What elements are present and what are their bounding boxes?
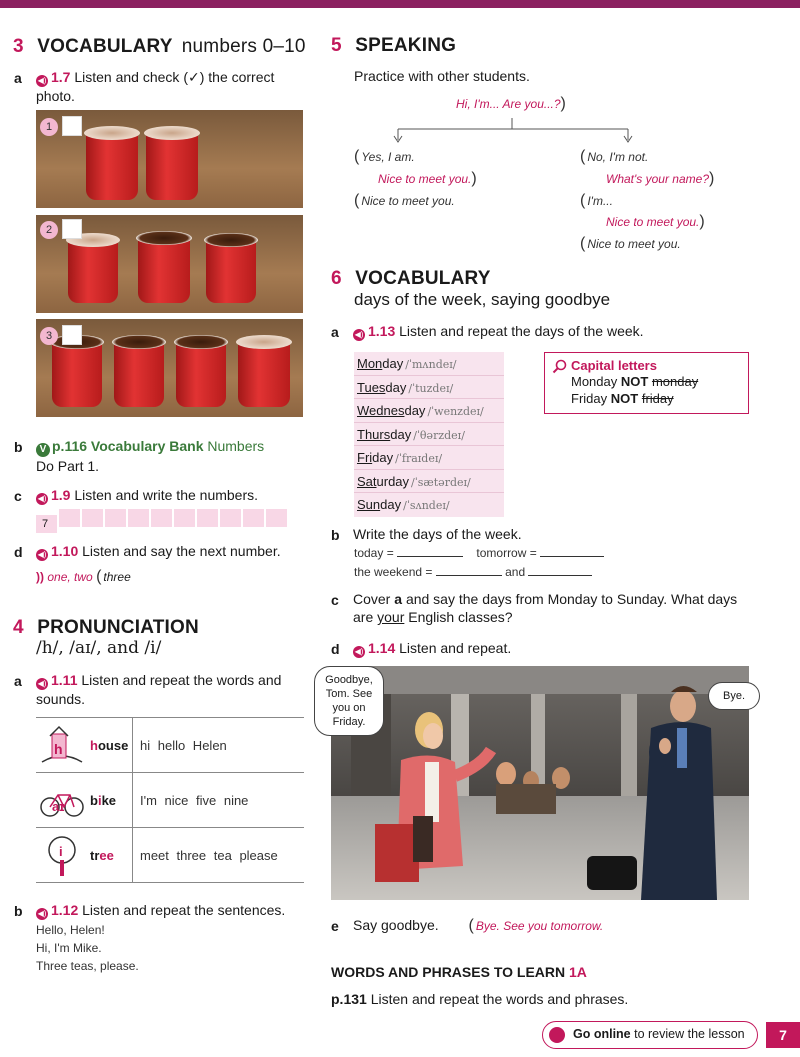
speech-bubble-left: Goodbye, Tom. See you on Friday. — [314, 666, 384, 736]
answer-blank[interactable] — [436, 575, 502, 576]
instruction-text: English classes? — [408, 609, 513, 625]
instruction-text: Cover — [353, 591, 391, 607]
sound-word-start: b — [90, 793, 98, 808]
bubble-bracket-icon: ) — [560, 95, 566, 112]
instruction-text: Listen and repeat the sentences. — [82, 902, 286, 918]
column-divider — [132, 828, 133, 883]
weekend-label: the weekend = — [354, 565, 433, 579]
sentence: Three teas, please. — [36, 959, 139, 973]
bubble-bracket-icon: ( — [96, 568, 102, 585]
audio-icon[interactable]: ◀) — [37, 550, 47, 559]
photo-2 — [36, 215, 303, 313]
day-row — [354, 493, 504, 517]
day-stress: Sun — [357, 497, 381, 512]
vocabulary-bank-icon: V — [36, 443, 50, 457]
day-ipa: /ˈfraɪdeɪ/ — [395, 452, 443, 465]
lesson-code: 1A — [569, 964, 587, 980]
dialogue-left-1 — [354, 148, 415, 166]
answer-box[interactable] — [128, 509, 149, 527]
item-letter: d — [331, 641, 340, 657]
dialogue-line: Hi, I'm... Are you...? — [456, 97, 561, 111]
instruction-bold: a — [394, 591, 403, 607]
tip-wrong: friday — [641, 391, 674, 406]
tip-correct: Friday — [571, 391, 608, 406]
sound-word-rest: ke — [101, 793, 117, 808]
example-prompt: one, two — [47, 570, 93, 584]
sound-word-list: meet three tea please — [140, 848, 278, 863]
sound-row-house — [36, 718, 304, 773]
sentence: Hello, Helen! — [36, 923, 105, 937]
bubble-bracket-icon: ( — [580, 192, 586, 209]
section-subtitle: /h/, /aɪ/, and /i/ — [36, 638, 162, 658]
column-divider — [132, 773, 133, 828]
page-number: 7 — [766, 1022, 800, 1048]
dialogue-right-3 — [580, 192, 613, 210]
dialogue-right-4 — [606, 213, 707, 231]
audio-icon[interactable]: ◀) — [37, 494, 47, 503]
bike-icon — [38, 779, 86, 823]
day-rest: day — [404, 403, 426, 418]
day-stress: Fri — [357, 450, 373, 465]
tree-icon — [38, 834, 86, 878]
dialogue-line: Nice to meet you. — [606, 215, 700, 229]
capital-letters-box — [544, 352, 749, 414]
day-row — [354, 470, 504, 494]
day-rest: urday — [376, 473, 410, 489]
day-row — [354, 376, 504, 400]
dialogue-line: Nice to meet you. — [587, 237, 681, 251]
day-rest: day — [382, 356, 404, 371]
section-title: VOCABULARY — [355, 268, 491, 289]
bubble-bracket-icon: ( — [354, 192, 360, 209]
answer-box-filled: 7 — [36, 515, 57, 533]
photo-number: 1 — [40, 118, 58, 136]
day-ipa: /ˈsʌndeɪ/ — [403, 499, 450, 512]
day-rest: day — [385, 379, 407, 395]
day-stress: Mon — [357, 356, 383, 371]
exercise-6d — [331, 639, 751, 658]
item-letter: b — [331, 527, 340, 543]
audio-track[interactable]: 1.14 — [368, 640, 396, 656]
sound-row-tree — [36, 828, 304, 883]
sound-word-rest: ouse — [97, 738, 129, 753]
go-online-button[interactable] — [542, 1021, 758, 1049]
online-bold: Go online — [573, 1027, 631, 1041]
instruction-text: Listen and check (✓) the correct photo. — [36, 69, 275, 104]
audio-track[interactable]: 1.13 — [368, 323, 396, 339]
days-table — [354, 352, 504, 517]
day-stress: Thurs — [357, 426, 391, 442]
check-box[interactable] — [62, 325, 82, 345]
answer-box[interactable] — [197, 509, 218, 527]
item-letter: a — [14, 70, 22, 86]
dialogue-line: Yes, I am. — [361, 150, 415, 164]
dialogue-line: No, I'm not. — [587, 150, 649, 164]
exercise-6c — [331, 590, 751, 626]
today-tomorrow-line — [354, 546, 604, 560]
answer-box[interactable] — [59, 509, 80, 527]
tip-wrong: monday — [651, 374, 699, 389]
online-text: to review the lesson — [634, 1027, 745, 1041]
bubble-bracket-icon: ( — [354, 148, 360, 165]
dialogue-line: I'm... — [587, 194, 613, 208]
tip-title: Capital letters — [571, 358, 657, 373]
tip-line-2 — [571, 390, 740, 407]
section-title: SPEAKING — [355, 35, 457, 56]
page-reference[interactable]: p.131 — [331, 991, 367, 1007]
instruction-text: Listen and repeat the days of the week. — [399, 323, 644, 339]
section-4-heading — [13, 617, 199, 639]
check-box[interactable] — [62, 116, 82, 136]
section-6-heading — [331, 268, 491, 290]
section-number: 3 — [13, 36, 24, 57]
example-answer: three — [103, 570, 131, 584]
audio-icon[interactable]: ◀) — [37, 909, 47, 918]
dialogue-top — [456, 95, 568, 113]
tip-correct: Monday — [571, 374, 618, 389]
audio-track[interactable]: 1.7 — [51, 69, 71, 85]
photo-1 — [36, 110, 303, 208]
tip-not: NOT — [610, 391, 639, 406]
exercise-3c — [14, 486, 304, 505]
section-title: PRONUNCIATION — [37, 617, 199, 638]
section-subtitle: numbers 0–10 — [181, 36, 306, 57]
tip-line-1 — [571, 373, 740, 390]
instruction-text: Listen and write the numbers. — [74, 487, 259, 503]
exercise-3d — [14, 542, 304, 561]
check-box[interactable] — [62, 219, 82, 239]
instruction-text: Do Part 1. — [36, 458, 100, 474]
item-letter: e — [331, 918, 339, 934]
instruction-text: Listen and repeat. — [399, 640, 512, 656]
day-rest: day — [390, 426, 412, 442]
answer-box[interactable] — [220, 509, 241, 527]
bubble-bracket-icon: ( — [580, 235, 586, 252]
svg-text:i: i — [59, 844, 63, 859]
words-to-learn-text — [331, 990, 628, 1008]
magnifier-icon — [552, 359, 567, 374]
svg-text:h: h — [54, 741, 63, 757]
dialogue-left-3 — [354, 192, 455, 210]
day-rest: day — [380, 497, 402, 512]
day-row — [354, 446, 504, 470]
and-label: and — [505, 565, 526, 579]
bubble-bracket-icon: ) — [699, 213, 705, 230]
dialogue-right-5 — [580, 235, 681, 253]
bubble-bracket-icon: ( — [580, 148, 586, 165]
day-ipa: /ˈθərzdeɪ/ — [413, 428, 465, 442]
sound-word — [90, 718, 130, 773]
sound-word-list: I'm nice five nine — [140, 793, 249, 808]
instruction-text: Practice with other students. — [354, 68, 530, 84]
day-rest: day — [372, 450, 394, 465]
photo-number: 2 — [40, 221, 58, 239]
day-stress: Sat — [357, 473, 377, 489]
number-answer-boxes — [36, 509, 289, 530]
day-row — [354, 352, 504, 376]
example-3d — [36, 568, 131, 586]
audio-track[interactable]: 1.9 — [51, 487, 71, 503]
answer-blank[interactable] — [540, 556, 604, 557]
dialogue-line: Nice to meet you. — [378, 172, 472, 186]
dialogue-line: Nice to meet you. — [361, 194, 455, 208]
section-3-heading — [13, 36, 306, 58]
item-letter: b — [14, 903, 23, 919]
instruction-text: and say the days from Monday to Sunday. What days are — [353, 591, 738, 625]
sentence-list — [36, 921, 139, 975]
example-bubble — [469, 919, 604, 933]
dialogue-right-2 — [606, 170, 716, 188]
instruction-text: Listen and repeat the words and sounds. — [36, 672, 282, 707]
instruction-text: Write the days of the week. — [353, 526, 522, 542]
exercise-6a — [331, 322, 771, 341]
section-number: 4 — [13, 617, 24, 638]
today-label: today = — [354, 546, 394, 560]
item-letter: a — [331, 324, 339, 340]
day-ipa: /ˈmʌndeɪ/ — [405, 358, 457, 371]
section-number: 5 — [331, 35, 342, 56]
vocabulary-bank-link[interactable]: p.116 Vocabulary Bank — [52, 438, 204, 454]
house-icon — [38, 724, 86, 768]
dialogue-branch-arrows — [390, 118, 640, 144]
day-row — [354, 423, 504, 447]
photo-3 — [36, 319, 303, 417]
instruction-text: Say goodbye. — [353, 917, 439, 933]
top-bar — [0, 0, 800, 8]
answer-blank[interactable] — [397, 556, 463, 557]
day-ipa: /ˈwenzdeɪ/ — [427, 405, 484, 418]
exercise-6b — [331, 525, 771, 543]
sound-word — [90, 773, 130, 828]
answer-box[interactable] — [266, 509, 287, 527]
dialogue-line: What's your name? — [606, 172, 710, 186]
sound-letter: ee — [99, 848, 114, 863]
words-title: WORDS AND PHRASES TO LEARN — [331, 964, 566, 980]
answer-blank[interactable] — [528, 575, 592, 576]
audio-icon[interactable]: ◀) — [354, 647, 364, 656]
audio-track[interactable]: 1.11 — [51, 672, 78, 688]
day-ipa: /ˈsætərdeɪ/ — [411, 475, 471, 489]
instruction-text: Listen and repeat the words and phrases. — [370, 991, 629, 1007]
speech-bubble-right: Bye. — [708, 682, 760, 710]
section-number: 6 — [331, 268, 342, 289]
audio-icon[interactable]: ◀) — [354, 330, 364, 339]
instruction-underlined: your — [377, 609, 405, 625]
day-stress: Wednes — [357, 403, 405, 418]
speaker-icon: )) — [36, 570, 44, 584]
audio-icon[interactable]: ◀) — [37, 76, 47, 85]
day-ipa: /ˈtuzdeɪ/ — [408, 381, 454, 395]
weekend-line — [354, 565, 592, 579]
exercise-3a — [14, 68, 304, 105]
day-row — [354, 399, 504, 423]
day-stress: Tues — [357, 379, 386, 395]
item-letter: b — [14, 439, 23, 455]
tomorrow-label: tomorrow = — [476, 546, 537, 560]
item-letter: c — [14, 488, 22, 504]
example-line: Bye. See you tomorrow. — [475, 919, 604, 933]
sentence: Hi, I'm Mike. — [36, 941, 102, 955]
bubble-bracket-icon: ) — [471, 170, 477, 187]
exercise-3b — [14, 437, 304, 475]
answer-box[interactable] — [151, 509, 172, 527]
item-letter: a — [14, 673, 22, 689]
goodbye-photo — [331, 666, 749, 900]
sound-word-list: hi hello Helen — [140, 738, 227, 753]
section-title: VOCABULARY — [37, 36, 173, 57]
sound-letter: h — [90, 738, 98, 753]
instruction-text: Listen and say the next number. — [82, 543, 281, 559]
section-subtitle: days of the week, saying goodbye — [354, 290, 611, 309]
answer-box[interactable] — [174, 509, 195, 527]
bubble-bracket-icon: ( — [468, 917, 474, 934]
sound-letter: i — [97, 793, 102, 808]
audio-track[interactable]: 1.12 — [51, 902, 79, 918]
svg-text:aɪ: aɪ — [52, 799, 65, 814]
answer-box[interactable] — [243, 509, 264, 527]
dialogue-left-2 — [378, 170, 479, 188]
exercise-4a — [14, 671, 304, 708]
exercise-6e — [331, 916, 751, 935]
words-to-learn-heading — [331, 964, 587, 980]
column-divider — [132, 718, 133, 773]
tip-not: NOT — [620, 374, 649, 389]
answer-box[interactable] — [82, 509, 103, 527]
item-letter: d — [14, 544, 23, 560]
audio-track[interactable]: 1.10 — [51, 543, 79, 559]
section-5-heading — [331, 35, 456, 57]
dialogue-right-1 — [580, 148, 648, 166]
vocabulary-bank-topic: Numbers — [207, 438, 265, 454]
sound-row-bike — [36, 773, 304, 828]
sound-word-start: tr — [90, 848, 100, 863]
item-letter: c — [331, 592, 339, 608]
exercise-4b — [14, 901, 304, 920]
photo-number: 3 — [40, 327, 58, 345]
audio-icon[interactable]: ◀) — [37, 679, 47, 688]
sound-word — [90, 828, 130, 883]
answer-box[interactable] — [105, 509, 126, 527]
online-icon — [549, 1027, 565, 1043]
bubble-bracket-icon: ) — [709, 170, 715, 187]
